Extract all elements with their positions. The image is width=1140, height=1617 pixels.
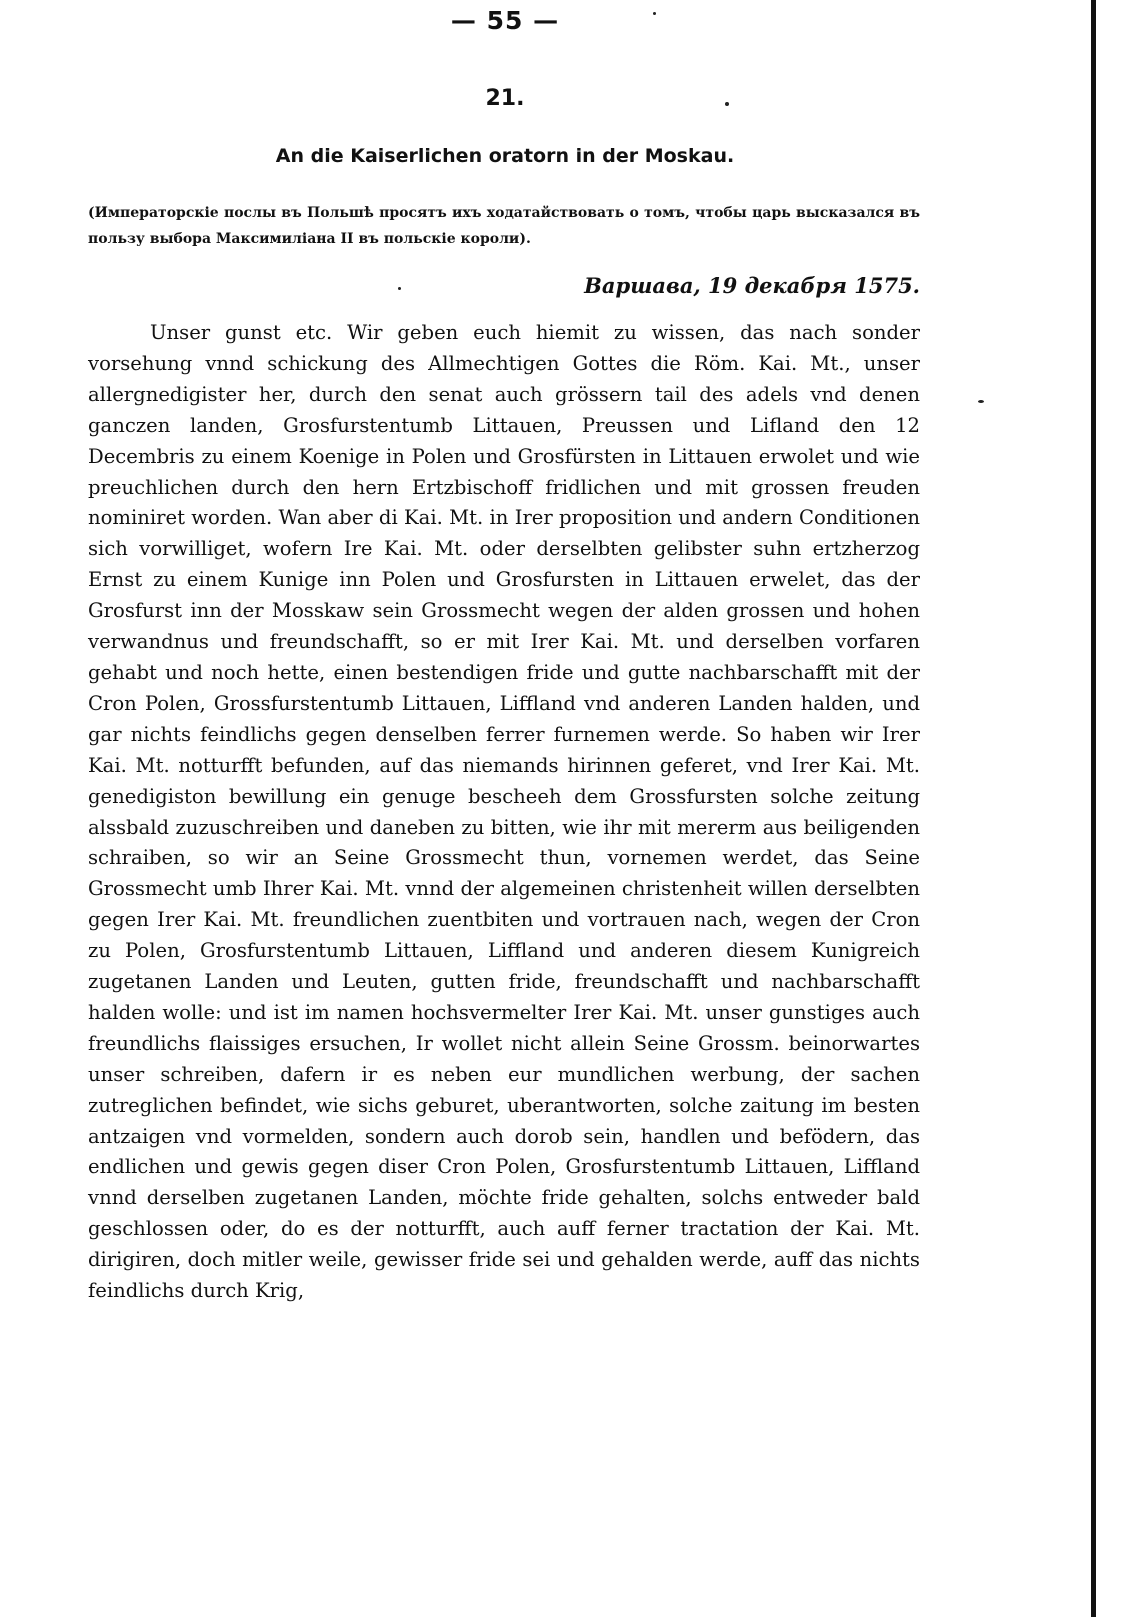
scan-speck xyxy=(398,287,401,290)
scan-speck xyxy=(653,12,656,15)
document-title: An die Kaiserlichen oratorn in der Moskau. xyxy=(275,145,735,167)
page-number: — 55 — xyxy=(450,6,560,35)
document-summary: (Императорскіе послы въ Польшѣ просятъ ихъ ходатайствовать о томъ, чтобы царь высказался въ пользу выбора Максимиліана II въ польскіе короли). xyxy=(88,205,920,247)
place-and-date: Варшава, 19 декабря 1575. xyxy=(584,273,920,298)
scan-speck xyxy=(978,400,984,403)
letter-body: Unser gunst etc. Wir geben euch hiemit zu wissen, das nach sonder vorsehung vnnd schickung des Allmechtigen Gottes die Röm. Kai. Mt., unser allergnedigister her, durch den senat auch grössern tail des adels vnd denen ganczen landen, Grosfurstentumb Littauen, Preussen und Lifland den 12 Decembris zu einem Koenige in Polen und Grosfürsten in Littauen erwolet und wie preuchlichen durch den hern Ertzbischoff fridlichen und mit grossen freuden nominiret worden. Wan aber di Kai. Mt. in Irer proposition und andern Conditionen sich vorwilliget, wofern Ire Kai. Mt. oder derselbten gelibster suhn ertzherzog Ernst zu einem Kunige inn Polen und Grosfursten in Littauen erwelet, das der Grosfurst inn der Mosskaw sein Grossmecht wegen der alden grossen und hohen verwandnus und freundschafft, so er mit Irer Kai. Mt. und derselben vorfaren gehabt und noch hette, einen bestendigen fride und gutte nachbarschafft mit der Cron Polen, Grossfurstentumb Littauen, Liffland vnd anderen Landen halden, und gar nichts feindlichs gegen denselben ferrer furnemen werde. So haben wir Irer Kai. Mt. notturfft befunden, auf das niemands hirinnen geferet, vnd Irer Kai. Mt. genedigiston bewillung ein genuge bescheeh dem Grossfursten solche zeitung alssbald zuzuschreiben und daneben zu bitten, wie ihr mit mererm aus beiligenden schraiben, so wir an Seine Grossmecht thun, vornemen werdet, das Seine Grossmecht umb Ihrer Kai. Mt. vnnd der algemeinen christenheit willen derselbten gegen Irer Kai. Mt. freundlichen zuentbiten und vortrauen nach, wegen der Cron zu Polen, Grosfurstentumb Littauen, Liffland und anderen diesem Kunigreich zugetanen Landen und Leuten, gutten fride, freundschafft und nachbarschafft halden wolle: und ist im namen hochsvermelter Irer Kai. Mt. unser gunstiges auch freundlichs flaissiges ersuchen, Ir wollet nicht allein Seine Grossm. beinorwartes unser schreiben, dafern ir es neben eur mundlichen werbung, der sachen zutreglichen befindet, wie sichs geburet, uberantworten, solche zaitung im besten antzaigen vnd vormelden, sondern auch dorob sein, handlen und befödern, das endlichen und gewis gegen diser Cron Polen, Grosfurstentumb Littauen, Liffland vnnd derselben zugetanen Landen, möchte fride gehalten, solchs entweder bald geschlossen oder, do es der notturfft, auch auff ferner tractation der Kai. Mt. dirigiren, doch mitler weile, gewisser fride sei und gehalden werde, auff das nichts feindlichs durch Krig, xyxy=(88,321,920,1303)
scan-speck xyxy=(725,102,729,106)
document-number: 21. xyxy=(485,86,525,111)
page-edge-rule xyxy=(1091,0,1096,1617)
